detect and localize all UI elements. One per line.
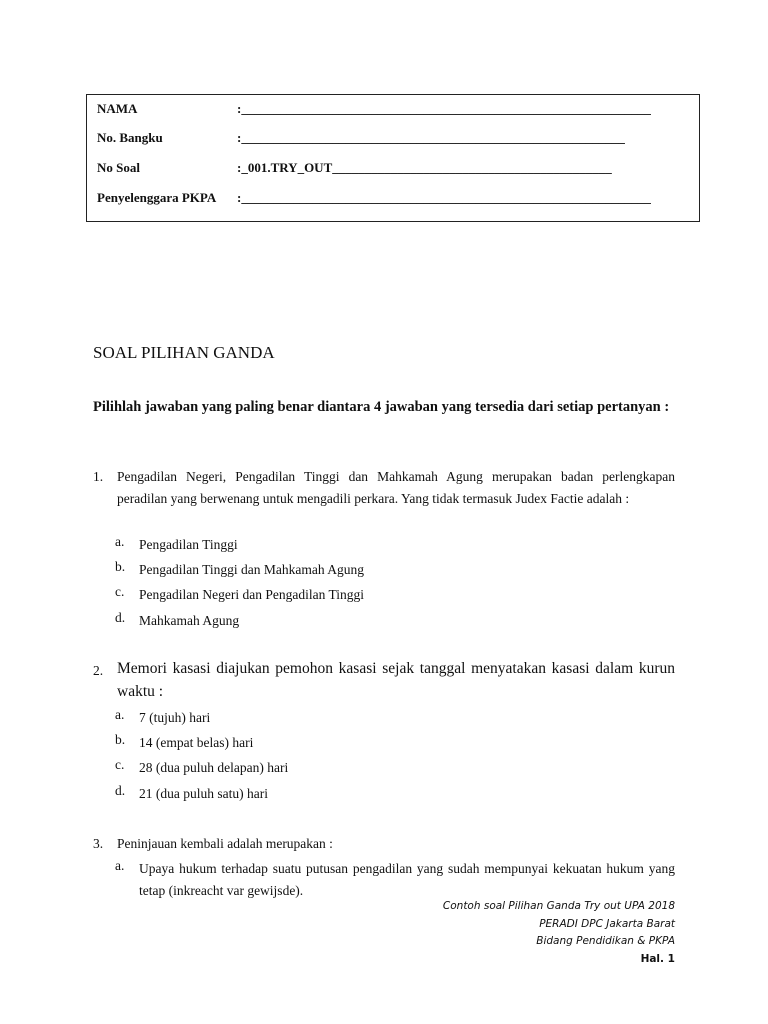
option-text: Upaya hukum terhadap suatu putusan pengadilan yang sudah mempunyai kekuatan hukum yang tetap (inkreacht var gewijsde). [139,861,675,898]
option-letter: c. [115,584,125,599]
option-1a [93,534,675,556]
option-letter: b. [115,559,126,574]
section-title: SOAL PILIHAN GANDA [93,343,275,362]
option-letter: a. [115,534,125,549]
seat-number-field[interactable]: :___________________________________________________________ [237,130,625,145]
question-1 [93,466,675,510]
question-1-text: Pengadilan Negeri, Pengadilan Tinggi dan Mahkamah Agung merupakan badan perlengkapan peradilan yang berwenang untuk mengadili perkara. Yang tidak termasuk Judex Factie adalah : [117,469,675,506]
option-letter: d. [115,610,126,625]
student-info-box [86,94,700,222]
footer-title: Contoh soal Pilihan Ganda Try out UPA 2018 [442,900,675,912]
question-3-number: 3. [93,836,104,851]
option-letter: b. [115,732,126,747]
option-1c [93,584,675,606]
question-number-field[interactable]: :_001.TRY_OUT___________________________________________ [237,160,612,175]
footer-organization: PERADI DPC Jakarta Barat [539,917,675,930]
option-text: Pengadilan Tinggi dan Mahkamah Agung [139,562,364,577]
option-letter: d. [115,783,126,798]
question-2 [93,657,675,703]
instructions: Pilihlah jawaban yang paling benar diantara 4 jawaban yang tersedia dari setiap pertanyan : [93,399,670,415]
page-number: Hal. 1 [640,952,675,965]
option-text: 28 (dua puluh delapan) hari [139,760,289,775]
question-1-number: 1. [93,469,104,484]
name-field[interactable]: :_______________________________________________________________ [237,101,651,116]
organizer-label: Penyelenggara PKPA [97,190,217,205]
name-label: NAMA [97,101,138,116]
option-3a [93,858,675,902]
option-letter: c. [115,757,125,772]
question-3-text: Peninjauan kembali adalah merupakan : [117,836,333,851]
option-1b [93,559,675,581]
option-1d [93,610,675,632]
option-2d [93,783,675,805]
question-number-label: No Soal [97,160,140,175]
option-2a [93,707,675,729]
option-text: 7 (tujuh) hari [139,710,211,725]
option-2b [93,732,675,754]
question-2-text: Memori kasasi diajukan pemohon kasasi sejak tanggal menyatakan kasasi dalam kurun waktu : [117,660,675,700]
option-text: 14 (empat belas) hari [139,735,254,750]
footer-department: Bidang Pendidikan & PKPA [536,935,675,947]
seat-number-label: No. Bangku [97,130,163,145]
option-letter: a. [115,858,125,873]
option-2c [93,757,675,779]
question-2-number: 2. [93,663,104,678]
page-footer [443,898,675,968]
option-text: Mahkamah Agung [139,613,240,628]
option-text: 21 (dua puluh satu) hari [139,786,268,801]
organizer-field[interactable]: :_______________________________________________________________ [237,190,651,205]
option-text: Pengadilan Tinggi [139,537,238,552]
question-3 [93,833,675,855]
option-text: Pengadilan Negeri dan Pengadilan Tinggi [139,587,364,602]
option-letter: a. [115,707,125,722]
